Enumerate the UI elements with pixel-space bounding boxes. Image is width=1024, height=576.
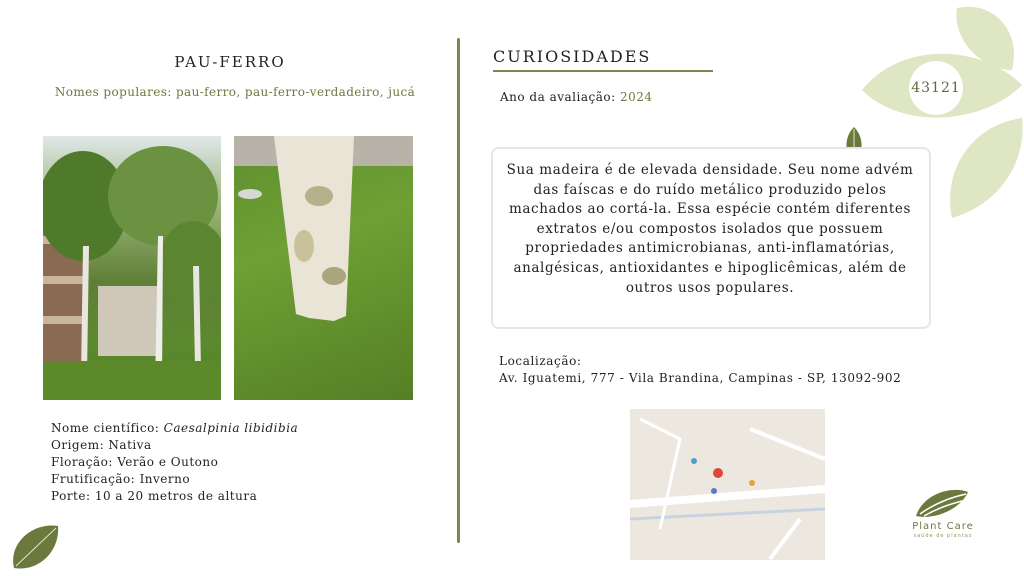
- location-address: Av. Iguatemi, 777 - Vila Brandina, Campinas - SP, 13092-902: [499, 371, 902, 385]
- description-text: Sua madeira é de elevada densidade. Seu nome advém das faíscas e do ruído metálico produzido pelos machados ao cortá-la. Essa espécie contém diferentes extratos e/ou compostos isolados que possuem propriedades antimicrobianas, anti-inflamatórias, analgésicas, antioxidantes e hipoglicêmicas, além de outros usos populares.: [506, 162, 914, 296]
- leaf-icon: [8, 522, 62, 572]
- trunk-photo: [234, 136, 413, 400]
- location-label: Localização:: [499, 354, 582, 368]
- year-value: 2024: [619, 90, 653, 104]
- size: Porte: 10 a 20 metros de altura: [51, 489, 258, 503]
- year-label: Ano da avaliação:: [500, 90, 620, 104]
- record-number: 43121: [911, 80, 961, 96]
- curiosities-title: CURIOSIDADES: [493, 47, 652, 66]
- evaluation-year: [500, 90, 653, 104]
- fruiting: Frutificação: Inverno: [51, 472, 191, 486]
- location: [499, 353, 901, 387]
- plant-details: [51, 420, 298, 505]
- location-map[interactable]: [630, 409, 825, 560]
- logo-name: Plant Care: [912, 521, 974, 532]
- logo-tagline: saúde de plantas: [913, 533, 973, 539]
- section-divider: [457, 38, 460, 543]
- scientific-label: Nome científico:: [51, 421, 164, 435]
- tree-photo: [43, 136, 221, 400]
- plant-title: PAU-FERRO: [174, 53, 286, 71]
- popular-names: Nomes populares: pau-ferro, pau-ferro-verdadeiro, jucá: [54, 85, 416, 99]
- origin: Origem: Nativa: [51, 438, 152, 452]
- flowering: Floração: Verão e Outono: [51, 455, 219, 469]
- title-underline: [493, 70, 713, 72]
- plant-care-logo-icon: [914, 486, 970, 520]
- scientific-name: Caesalpinia libidibia: [163, 421, 299, 435]
